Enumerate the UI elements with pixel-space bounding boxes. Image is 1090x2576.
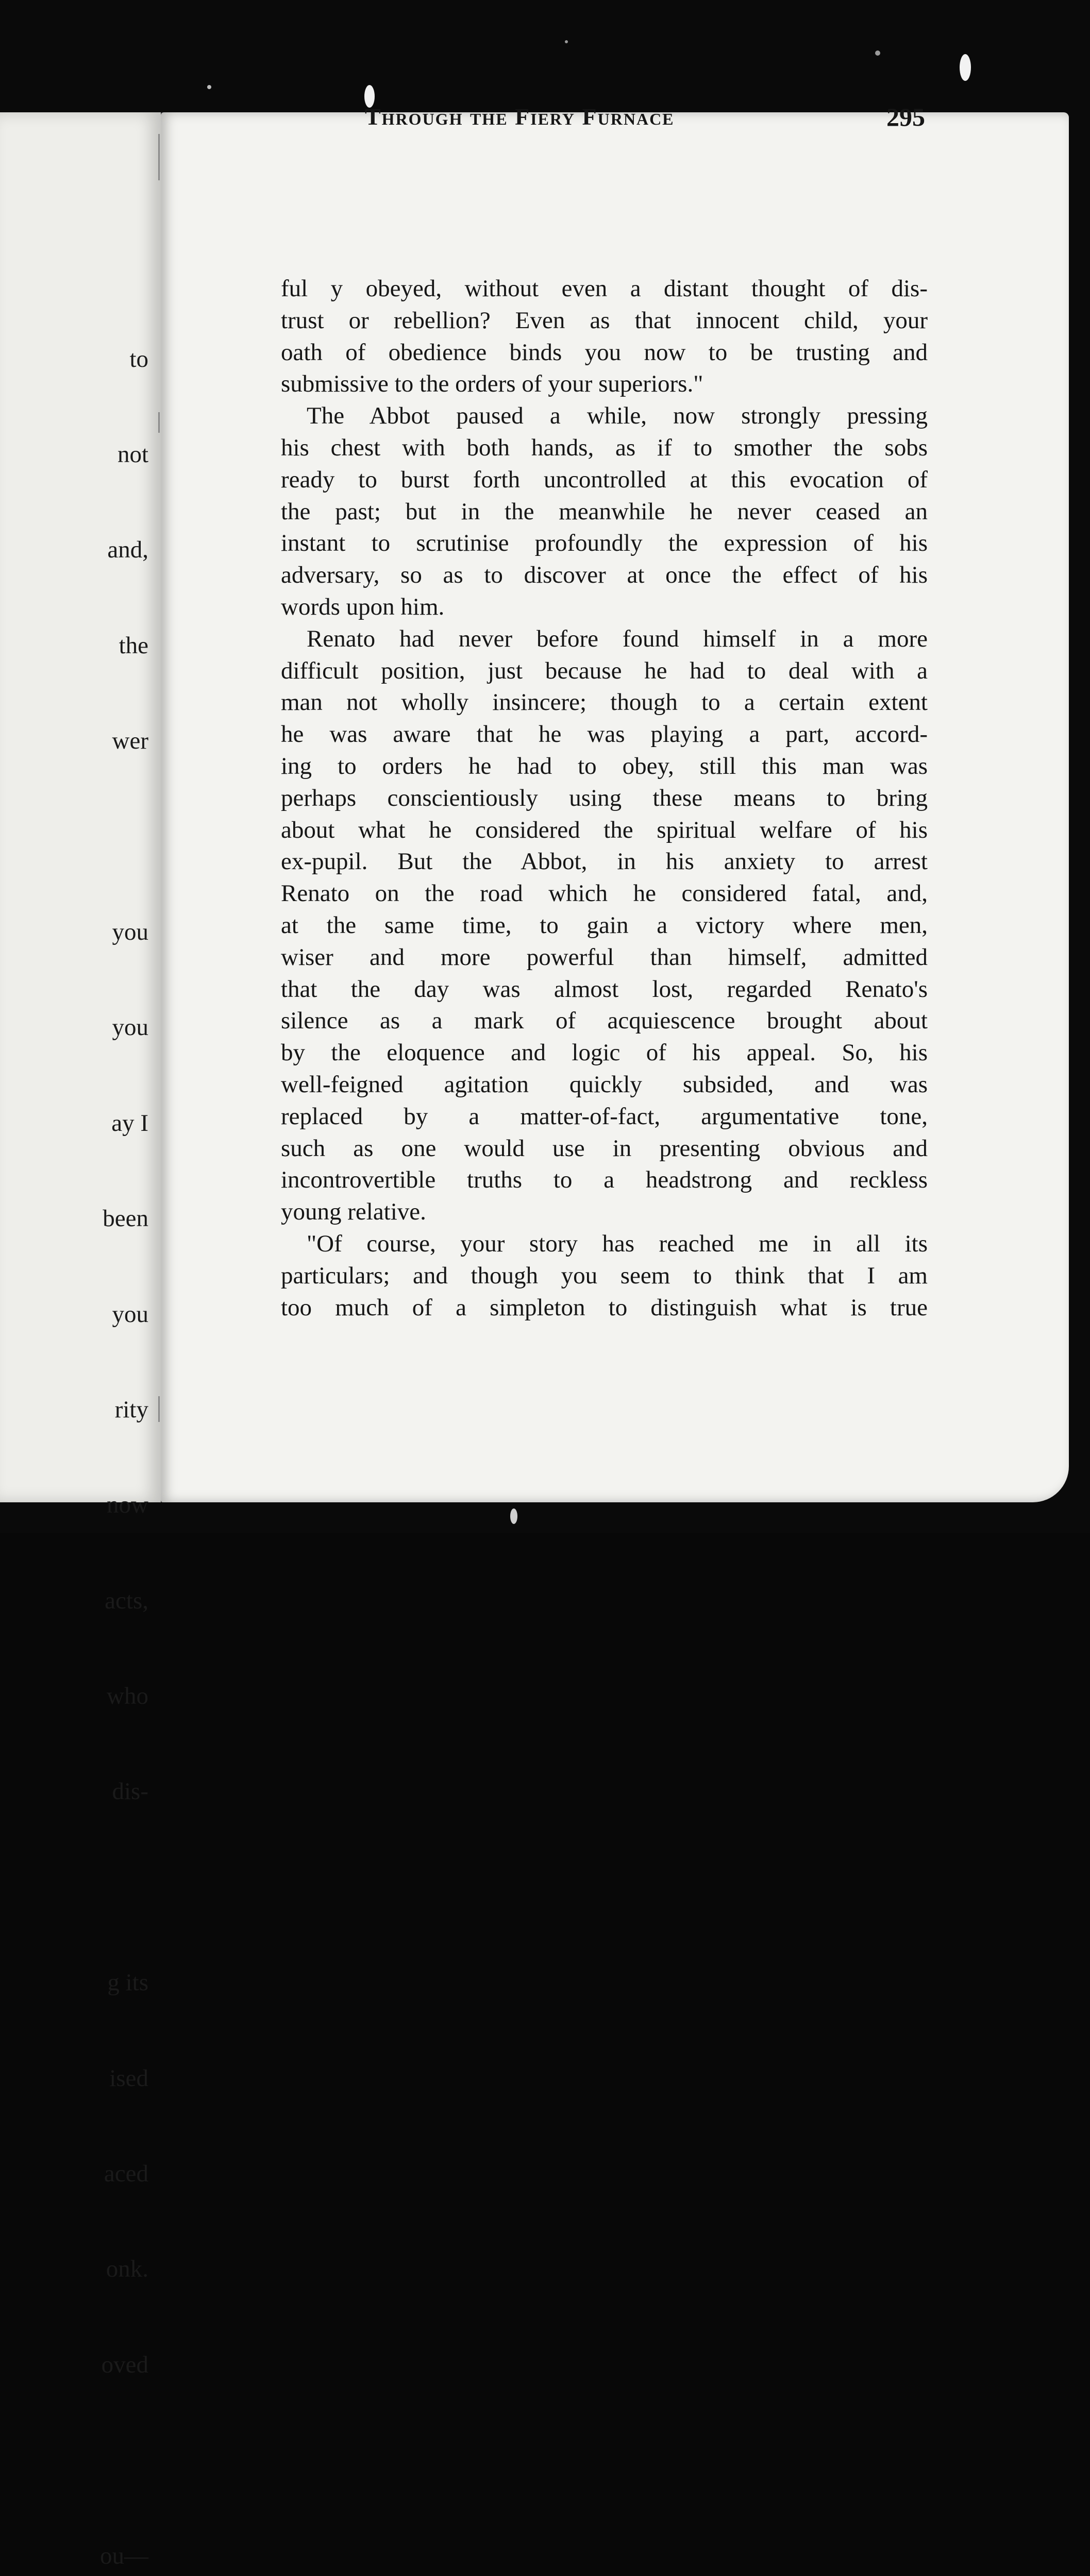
- left-page-fragment: wer: [112, 727, 148, 755]
- text-line: words upon him.: [281, 593, 445, 620]
- text-line: Renato had never before found himself in a more: [307, 625, 928, 652]
- page-title: Through the Fiery Furnace: [365, 104, 675, 130]
- left-page-fragment: not: [117, 440, 148, 468]
- text-line: ready to burst forth uncontrolled at this evocation of: [281, 466, 928, 493]
- dust-speck: [510, 1509, 517, 1524]
- left-page-fragment: [99, 2445, 148, 2477]
- left-page-fragment: rity: [114, 1396, 148, 1423]
- text-line: the past; but in the meanwhile he never ceased an: [281, 498, 928, 525]
- text-line: incontrovertible truths to a headstrong and reckless: [281, 1166, 928, 1194]
- text-line: young relative.: [281, 1198, 426, 1226]
- text-line: ing to orders he had to obey, still this man was: [281, 752, 928, 779]
- text-line: instant to scrutinise profoundly the expression of his: [281, 530, 928, 557]
- left-page-fragment: been: [103, 1205, 148, 1232]
- text-line: too much of a simpleton to distinguish what is true: [281, 1294, 928, 1321]
- text-line: by the eloquence and logic of his appeal. So, his: [281, 1039, 928, 1066]
- left-page-fragment: acts,: [105, 1587, 148, 1614]
- left-page-fragment: onk.: [106, 2256, 148, 2283]
- text-line: Renato on the road which he considered fatal, and,: [281, 880, 928, 907]
- running-head: [204, 103, 925, 136]
- left-page-fragment: and,: [107, 536, 148, 564]
- left-page-fragment: the: [119, 632, 148, 659]
- text-line: particulars; and though you seem to think that I am: [281, 1262, 928, 1289]
- left-page-text: [99, 280, 148, 2576]
- left-page-fragment: [99, 1872, 148, 1904]
- left-page-fragment: oved: [101, 2351, 148, 2378]
- dust-speck: [960, 54, 971, 81]
- gutter-mark: [158, 134, 160, 180]
- text-line: man not wholly insincere; though to a certain extent: [281, 689, 928, 716]
- left-page-fragment: [99, 821, 148, 853]
- left-page-fragment: g its: [107, 1969, 148, 1996]
- text-line: he was aware that he was playing a part, accord-: [281, 721, 928, 748]
- text-line: wiser and more powerful than himself, admitted: [281, 943, 928, 971]
- text-line: silence as a mark of acquiescence brought about: [281, 1007, 928, 1035]
- text-line: such as one would use in presenting obvious and: [281, 1134, 928, 1162]
- left-page-fragment: ised: [109, 2064, 148, 2092]
- text-line: ful y obeyed, without even a distant thought of dis-: [281, 275, 928, 302]
- left-page-fragment: now: [107, 1492, 148, 1519]
- page-number: 295: [886, 103, 925, 131]
- left-page-fragment: you: [112, 918, 148, 945]
- gutter-mark: [158, 1396, 160, 1422]
- left-page-fragment: dis-: [112, 1778, 148, 1805]
- text-line: oath of obedience binds you now to be trusting and: [281, 338, 928, 366]
- left-page: [0, 112, 164, 2569]
- dust-speck: [565, 40, 568, 43]
- text-line: submissive to the orders of your superiors.": [281, 370, 703, 398]
- left-page-fragment: aced: [104, 2160, 148, 2188]
- page-body-text: [281, 273, 928, 1324]
- text-line: difficult position, just because he had to deal with a: [281, 657, 928, 684]
- text-line: adversary, so as to discover at once the effect of his: [281, 562, 928, 589]
- left-page-fragment: to: [129, 345, 148, 372]
- text-line: his chest with both hands, as if to smother the sobs: [281, 434, 928, 461]
- dust-speck: [207, 85, 211, 89]
- text-line: perhaps conscientiously using these means to bring: [281, 784, 928, 811]
- dust-speck: [875, 50, 880, 56]
- text-line: replaced by a matter-of-fact, argumentative tone,: [281, 1103, 928, 1130]
- left-page-fragment: you: [112, 1014, 148, 1041]
- gutter-mark: [158, 412, 160, 433]
- text-line: well-feigned agitation quickly subsided, and was: [281, 1071, 928, 1098]
- text-line: trust or rebellion? Even as that innocent child, your: [281, 307, 928, 334]
- left-page-fragment: who: [107, 1683, 148, 1710]
- left-page-fragment: you: [112, 1300, 148, 1328]
- text-line: at the same time, to gain a victory where men,: [281, 911, 928, 939]
- text-line: ex-pupil. But the Abbot, in his anxiety to arrest: [281, 848, 928, 875]
- text-line: about what he considered the spiritual welfare of his: [281, 816, 928, 843]
- left-page-fragment: ou—: [100, 2542, 148, 2569]
- text-line: The Abbot paused a while, now strongly pressing: [307, 402, 928, 430]
- text-line: "Of course, your story has reached me in all its: [307, 1230, 928, 1257]
- left-page-fragment: ay I: [111, 1109, 148, 1137]
- text-line: that the day was almost lost, regarded Renato's: [281, 975, 928, 1003]
